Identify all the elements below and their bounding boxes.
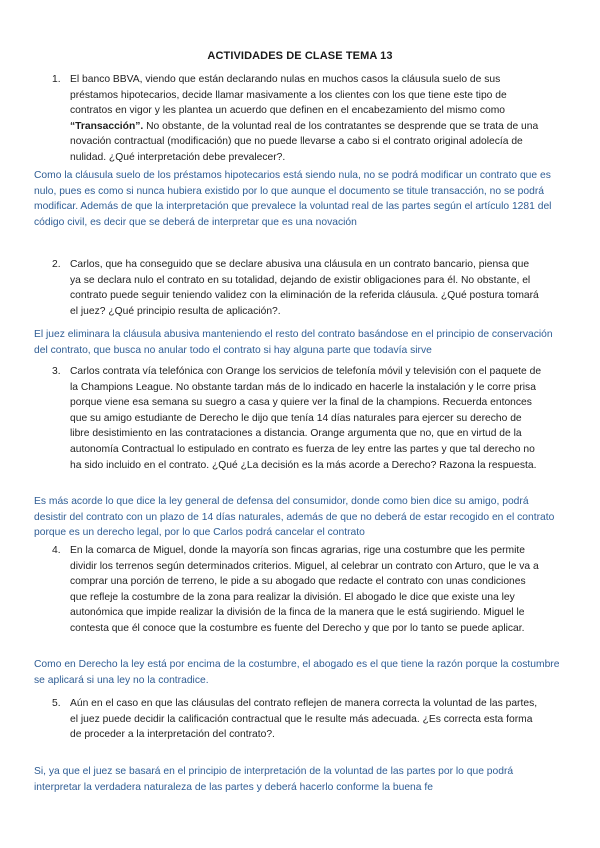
question-text-part: No obstante, de la voluntad real de los contratantes se desprende que se trata de una novación contractual (modificación) que no puede llevarse a cabo si el contrato original adolecía de nulidad. ¿Qué interpretación debe prevalecer?.: [70, 120, 539, 163]
question-text: Aún en el caso en que las cláusulas del contrato reflejen de manera correcta la voluntad de las partes, el juez puede decidir la calificación contractual que le resulte más adecuada. ¿Es correcta esta forma de proceder a la interpretación del contrato?.: [70, 698, 538, 741]
question-number: 5.: [52, 698, 61, 709]
question-5: [52, 696, 542, 743]
question-bold-term: “Transacción”.: [70, 120, 144, 132]
question-text: Carlos, que ha conseguido que se declare abusiva una cláusula en un contrato bancario, piensa que ya se declara nulo el contrato en su totalidad, dejando de existir obligaciones para él. No obstante, el contrato puede seguir teniendo validez con la eliminación de la referida cláusula. ¿Qué postura tomará el juez? ¿Qué principio resulta de aplicación?.: [70, 259, 539, 317]
answer-3: Es más acorde lo que dice la ley general de defensa del consumidor, donde como bien dice su amigo, podrá desistir del contrato con un plazo de 14 días naturales, además de que no deberá de estar recogido en el contrato porque es un derecho legal, por lo que Carlos podrá cancelar el contrato: [34, 496, 555, 539]
question-4: [52, 543, 542, 637]
question-text: [70, 72, 542, 166]
question-2: [52, 257, 542, 319]
question-number: 3.: [52, 366, 61, 377]
question-1: [52, 72, 542, 166]
question-text-part: El banco BBVA, viendo que están declarando nulas en muchos casos la cláusula suelo de sus préstamos hipotecarios, decide llamar masivamente a los clientes con los que tiene este tipo de contratos en vigor y les plantea un acuerdo que definen en el encabezamiento del mismo como: [70, 74, 507, 117]
question-3: [52, 364, 542, 473]
answer-4: Como en Derecho la ley está por encima de la costumbre, el abogado es el que tiene la razón porque la costumbre se aplicará si una ley no la contradice.: [34, 659, 560, 686]
question-text: En la comarca de Miguel, donde la mayoría son fincas agrarias, rige una costumbre que les permite dividir los terrenos según determinados criterios. Miguel, al celebrar un contrato con Arturo, que le va a comprar una porción de terreno, le pide a su abogado que redacte el contrato con unas condiciones que refleje la costumbre de la zona para realizar la división. El abogado le dice que existe una ley autonómica que impide realizar la división de la finca de la manera que le está sugiriendo. Miguel le contesta que él conoce que la costumbre es fuente del Derecho y que por lo tanto se puede aplicar.: [70, 545, 539, 634]
answer-5: Si, ya que el juez se basará en el principio de interpretación de la voluntad de las partes por lo que podrá interpretar la verdadera naturaleza de las partes y deberá hacerlo conforme la buena fe: [34, 766, 514, 793]
question-number: 2.: [52, 259, 61, 270]
answer-2: El juez eliminara la cláusula abusiva manteniendo el resto del contrato basándose en el principio de conservación del contrato, que busca no anular todo el contrato si hay alguna parte que todavía sirve: [34, 329, 553, 356]
question-number: 1.: [52, 74, 61, 85]
question-text: Carlos contrata vía telefónica con Orange los servicios de telefonía móvil y televisión con el paquete de la Champions League. No obstante tardan más de lo indicado en hacerle la instalación y le corre prisa porque viene esa semana su suegro a casa y quiere ver la final de la champions. Recuerda entonces que su amigo estudiante de Derecho le dijo que tenía 14 días naturales para ejercer su derecho de libre desistimiento en las contrataciones a distancia. Orange argumenta que no, que en virtud de la autonomía Contractual lo estipulado en contrato es fuerza de ley entre las partes y que tal derecho no ha sido incluido en el contrato. ¿Qué ¿La decisión es la más acorde a Derecho? Razona la respuesta.: [70, 366, 542, 471]
answer-1: Como la cláusula suelo de los préstamos hipotecarios está siendo nula, no se podrá modificar un contrato que es nulo, pues es como si nunca hubiera existido por lo que aunque el documento se titule transacción, no se podrá modificar. Además de que la interpretación que prevalece la voluntad real de las partes según el artículo 1281 del código civil, es decir que se deberá de interpretar que es una novación: [34, 170, 552, 228]
question-number: 4.: [52, 545, 61, 556]
page-title: ACTIVIDADES DE CLASE TEMA 13: [207, 50, 393, 62]
